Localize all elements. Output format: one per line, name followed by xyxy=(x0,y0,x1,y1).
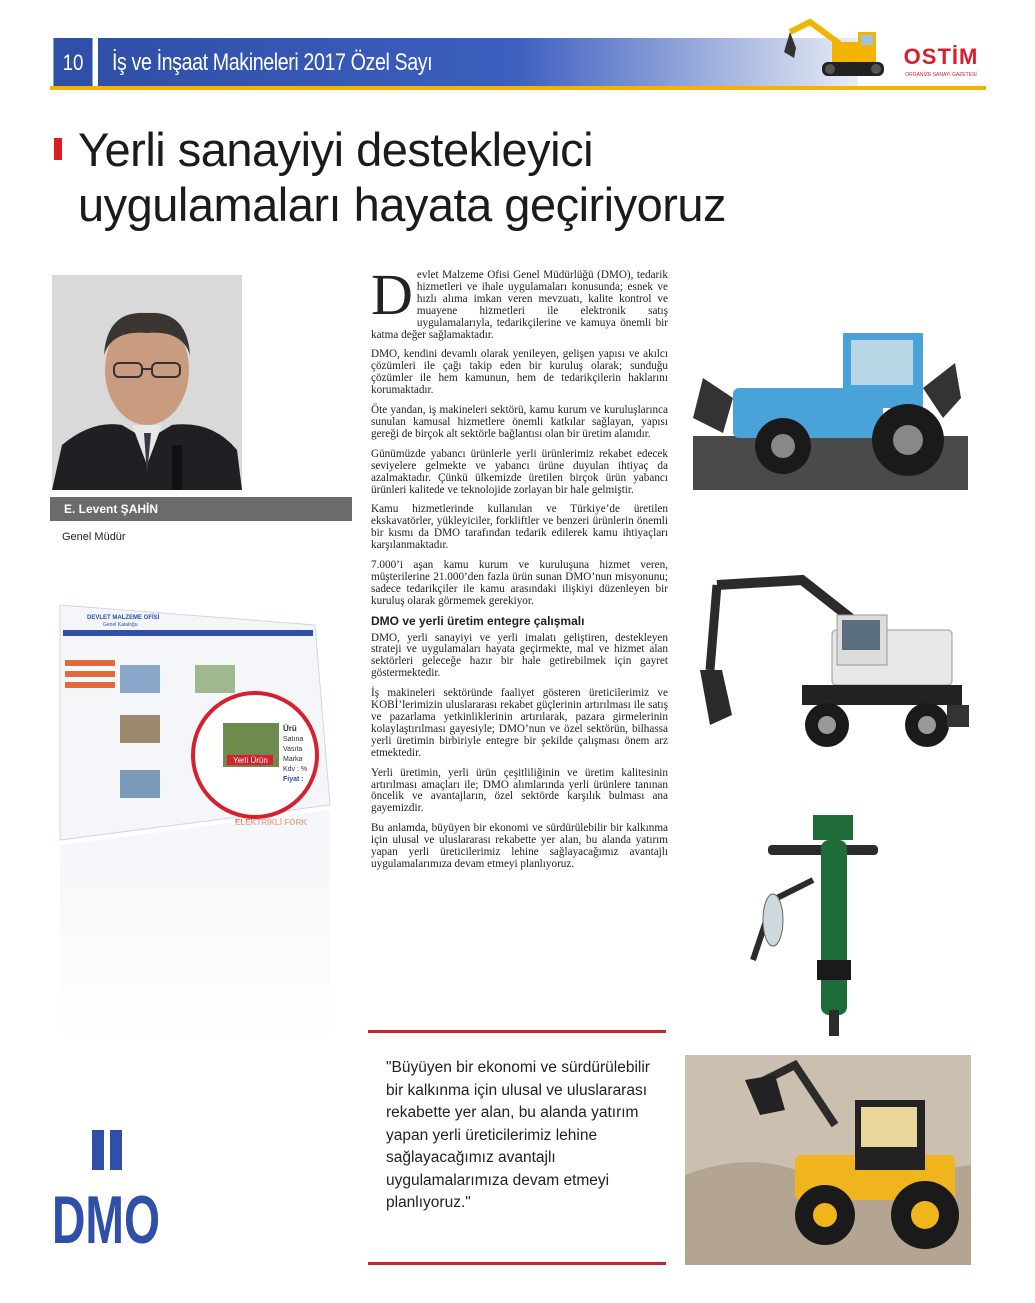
headline-line-2: uygulamaları hayata geçiriyoruz xyxy=(78,178,727,231)
catalog-line-6: Fiyat : xyxy=(283,776,304,783)
paragraph-7: DMO, yerli sanayiyi ve yerli imalatı geliştiren, destekleyen strateji ve uygulamaları hayata geçirmekte, mal ve hizmet alan sektörleri geleceğe hazır bir hale getirebilmek için gayret göstermektedir. xyxy=(371,631,668,680)
dropcap: D xyxy=(371,262,413,327)
paragraph-9: Yerli üretimin, yerli ürün çeşitliliğinin ve üretim kalitesinin artırılması amaçları ile; DMO alımlarında yerli ürünlere tanınan öncelik ve avantajların, özel sektörde karşılık bulması ana gayemizdir. xyxy=(371,766,668,815)
headline xyxy=(78,122,898,232)
wheeled-excavator-image xyxy=(692,575,974,755)
catalog-line-4: Marka xyxy=(283,756,303,763)
ostim-logo: OSTİM xyxy=(903,44,979,69)
headline-line-1: Yerli sanayiyi destekleyici xyxy=(78,123,594,176)
paragraph-4: Günümüzde yabancı ürünlerle yerli ürünlerimiz rekabet edecek seviyelere gelmekte ve yabancı ürüne duyulan ihtiyaç da azalmaktadır. Çünkü ülkemizde üretilen birçok ürün yabancı ürünleri kalitede ve teknolojide zorlayan bir hale gelmiştir. xyxy=(371,447,668,496)
quote-bottom-rule xyxy=(368,1262,666,1265)
paragraph-10: Bu anlamda, büyüyen bir ekonomi ve sürdürülebilir bir kalkınma için ulusal ve uluslararası rekabette yer alan, bu alanda yatırım yapan yerli üreticilerimiz lehine sağlayacağımız avantajlı uygulamalarımıza devam etmeyi planlıyoruz. xyxy=(371,822,668,870)
catalog-line-3: Vasıta xyxy=(283,746,303,753)
paragraph-5: Kamu hizmetlerinde kullanılan ve Türkiye’de üretilen ekskavatörler, yükleyiciler, forkliftler ve benzeri ürünlerin önemli bir kısmı da DMO tarafından tedarik edilerek kamu ihtiyaçları karşılanmaktadır. xyxy=(371,503,668,552)
paragraph-3: Öte yandan, iş makineleri sektörü, kamu kurum ve kuruluşlarınca sunulan kamusal hizmetlere önemli katkılar sağlayan, yapısı gereği de birçok alt sektörle bağlantısı olan bir üretim alanıdır. xyxy=(371,404,668,440)
catalog-line-5: Kdv : % xyxy=(283,766,308,773)
header-rule xyxy=(50,86,986,90)
catalog-line-1: Ürü xyxy=(283,724,297,733)
catalog-line-2: Satına xyxy=(283,736,304,743)
catalog-badge: Yerli Ürün xyxy=(233,756,268,765)
pull-quote: "Büyüyen bir ekonomi ve sürdürülebilir bir kalkınma için ulusal ve uluslararası rekabette yer alan, bu alanda yatırım yapan yerli üreticilerimiz lehine sağlayacağımız avantajlı uygulamalarımıza devam etmeyi planlıyoruz." xyxy=(386,1059,650,1211)
catalog-org-name: DEVLET MALZEME OFİSİ xyxy=(87,615,160,621)
paragraph-8: İş makineleri sektöründe faaliyet gösteren üreticilerimiz ve KOBİ’lerimizin uluslararası rekabet güçlerinin artırılması ile satış ve pazarlama yetkinliklerinin artırılarak, pazara girmelerinin kolaylaştırılması gayesiyle; DMO’nun ve özel sektörün, bilhassa yerli üretimin birbiriyle entegre bir şekilde çalışması önem arz etmektedir. xyxy=(371,687,668,759)
catalog-title: Genel Kataloğu xyxy=(103,622,138,628)
rock-drill-image xyxy=(733,810,913,1038)
backhoe-loader-blue-image xyxy=(693,318,968,490)
quote-top-rule xyxy=(368,1030,666,1033)
publication-title xyxy=(98,38,858,88)
article-body xyxy=(371,262,668,879)
headline-marker xyxy=(54,138,62,160)
portrait-photo xyxy=(52,275,242,490)
ostim-tagline: ORGANİZE SANAYİ GAZETESİ xyxy=(905,72,977,78)
dmo-logo xyxy=(52,1128,162,1258)
page-number: 10 xyxy=(53,38,92,88)
paragraph-2: DMO, kendini devamlı olarak yenileyen, gelişen yapısı ve akılcı çözümleri ile çağı takip eden bir kuruluş olarak; sunduğu çözümler ile hem kamunun, hem de tedarikçilerin haklarını korumaktadır. xyxy=(371,348,668,397)
dmo-logo-text: DMO xyxy=(52,1182,160,1258)
paragraph-1: Devlet Malzeme Ofisi Genel Müdürlüğü (DMO), tedarik hizmetleri ve ihale uygulamaları konusunda; esnek ve hızlı alıma imkan veren mevzuatı, kalite kontrol ve muayene hizmetleri ile elektronik satış uygulamalarıyla, tedarikçilerine ve kamuya önemli bir katma değer sağlamaktadır. xyxy=(371,262,668,341)
subheading: DMO ve yerli üretim entegre çalışmalı xyxy=(371,613,585,628)
catalog-screenshot xyxy=(55,605,345,1045)
paragraph-6: 7.000’i aşan kamu kurum ve kuruluşuna hizmet veren, müşterilerine 21.000’den fazla ürün sunan DMO’nun misyonunu; sadece tedarikçiler ile kamu arasındaki ilişkiyi düzenleyen bir kuruluş olarak görmemek gerekiyor. xyxy=(371,559,668,607)
publication-title-text: İş ve İnşaat Makineleri 2017 Özel Sayı xyxy=(112,49,433,76)
backhoe-loader-yellow-image xyxy=(685,1055,971,1265)
person-name: E. Levent ŞAHİN xyxy=(50,497,352,521)
excavator-icon xyxy=(770,14,890,86)
person-title: Genel Müdür xyxy=(62,531,126,543)
